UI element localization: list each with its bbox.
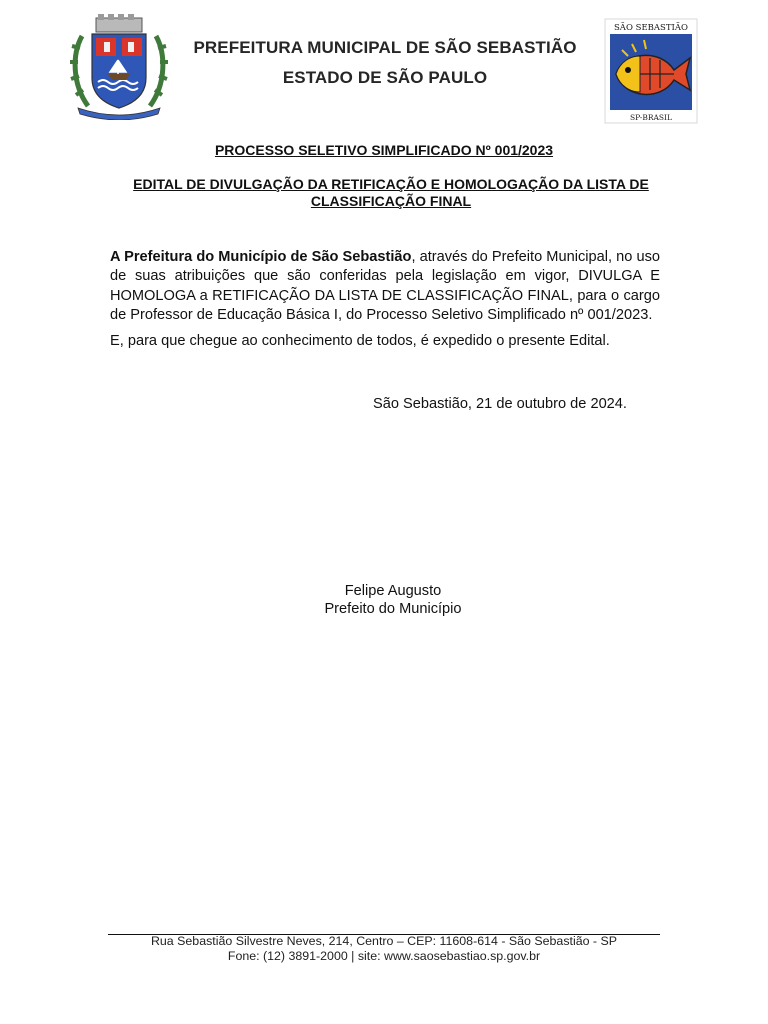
header-title-line-1: PREFEITURA MUNICIPAL DE SÃO SEBASTIÃO <box>193 38 577 57</box>
footer <box>0 934 768 964</box>
document-body <box>110 248 660 351</box>
edital-title: EDITAL DE DIVULGAÇÃO DA RETIFICAÇÃO E HOMOLOGAÇÃO DA LISTA DE CLASSIFICAÇÃO FINAL <box>133 176 649 209</box>
header-title-line-2: ESTADO DE SÃO PAULO <box>282 68 488 87</box>
paragraph-announcement <box>110 248 660 326</box>
process-title: PROCESSO SELETIVO SIMPLIFICADO Nº 001/2023 <box>214 142 554 158</box>
fish-logo-icon <box>604 18 698 124</box>
date-line: São Sebastião, 21 de outubro de 2024. <box>373 396 627 412</box>
signature-block <box>0 582 768 618</box>
signatory-role: Prefeito do Município <box>324 601 462 617</box>
logo-top-text: SÃO SEBASTIÃO <box>613 23 689 33</box>
paragraph-rest: , através do Prefeito Municipal, no uso de suas atribuições que são conferidas pela legislação em vigor, DIVULGA E HOMOLOGA a RETIFICAÇÃO DA LISTA DE CLASSIFICAÇÃO FINAL, para o cargo de Professor de Educação Básica I, do Processo Seletivo Simplificado nº 001/2023. <box>110 249 660 324</box>
footer-address: Rua Sebastião Silvestre Neves, 214, Centro – CEP: 11608-614 - São Sebastião - SP <box>150 934 618 948</box>
paragraph-closing: E, para que chegue ao conhecimento de todos, é expedido o presente Edital. <box>110 332 610 349</box>
logo-bottom-text: SP-BRASIL <box>630 113 672 122</box>
paragraph-lead: A Prefeitura do Município de São Sebastião <box>110 249 412 265</box>
coat-of-arms-icon <box>68 14 170 120</box>
signatory-name: Felipe Augusto <box>344 583 442 599</box>
footer-contact: Fone: (12) 3891-2000 | site: www.saosebastiao.sp.gov.br <box>227 949 541 963</box>
